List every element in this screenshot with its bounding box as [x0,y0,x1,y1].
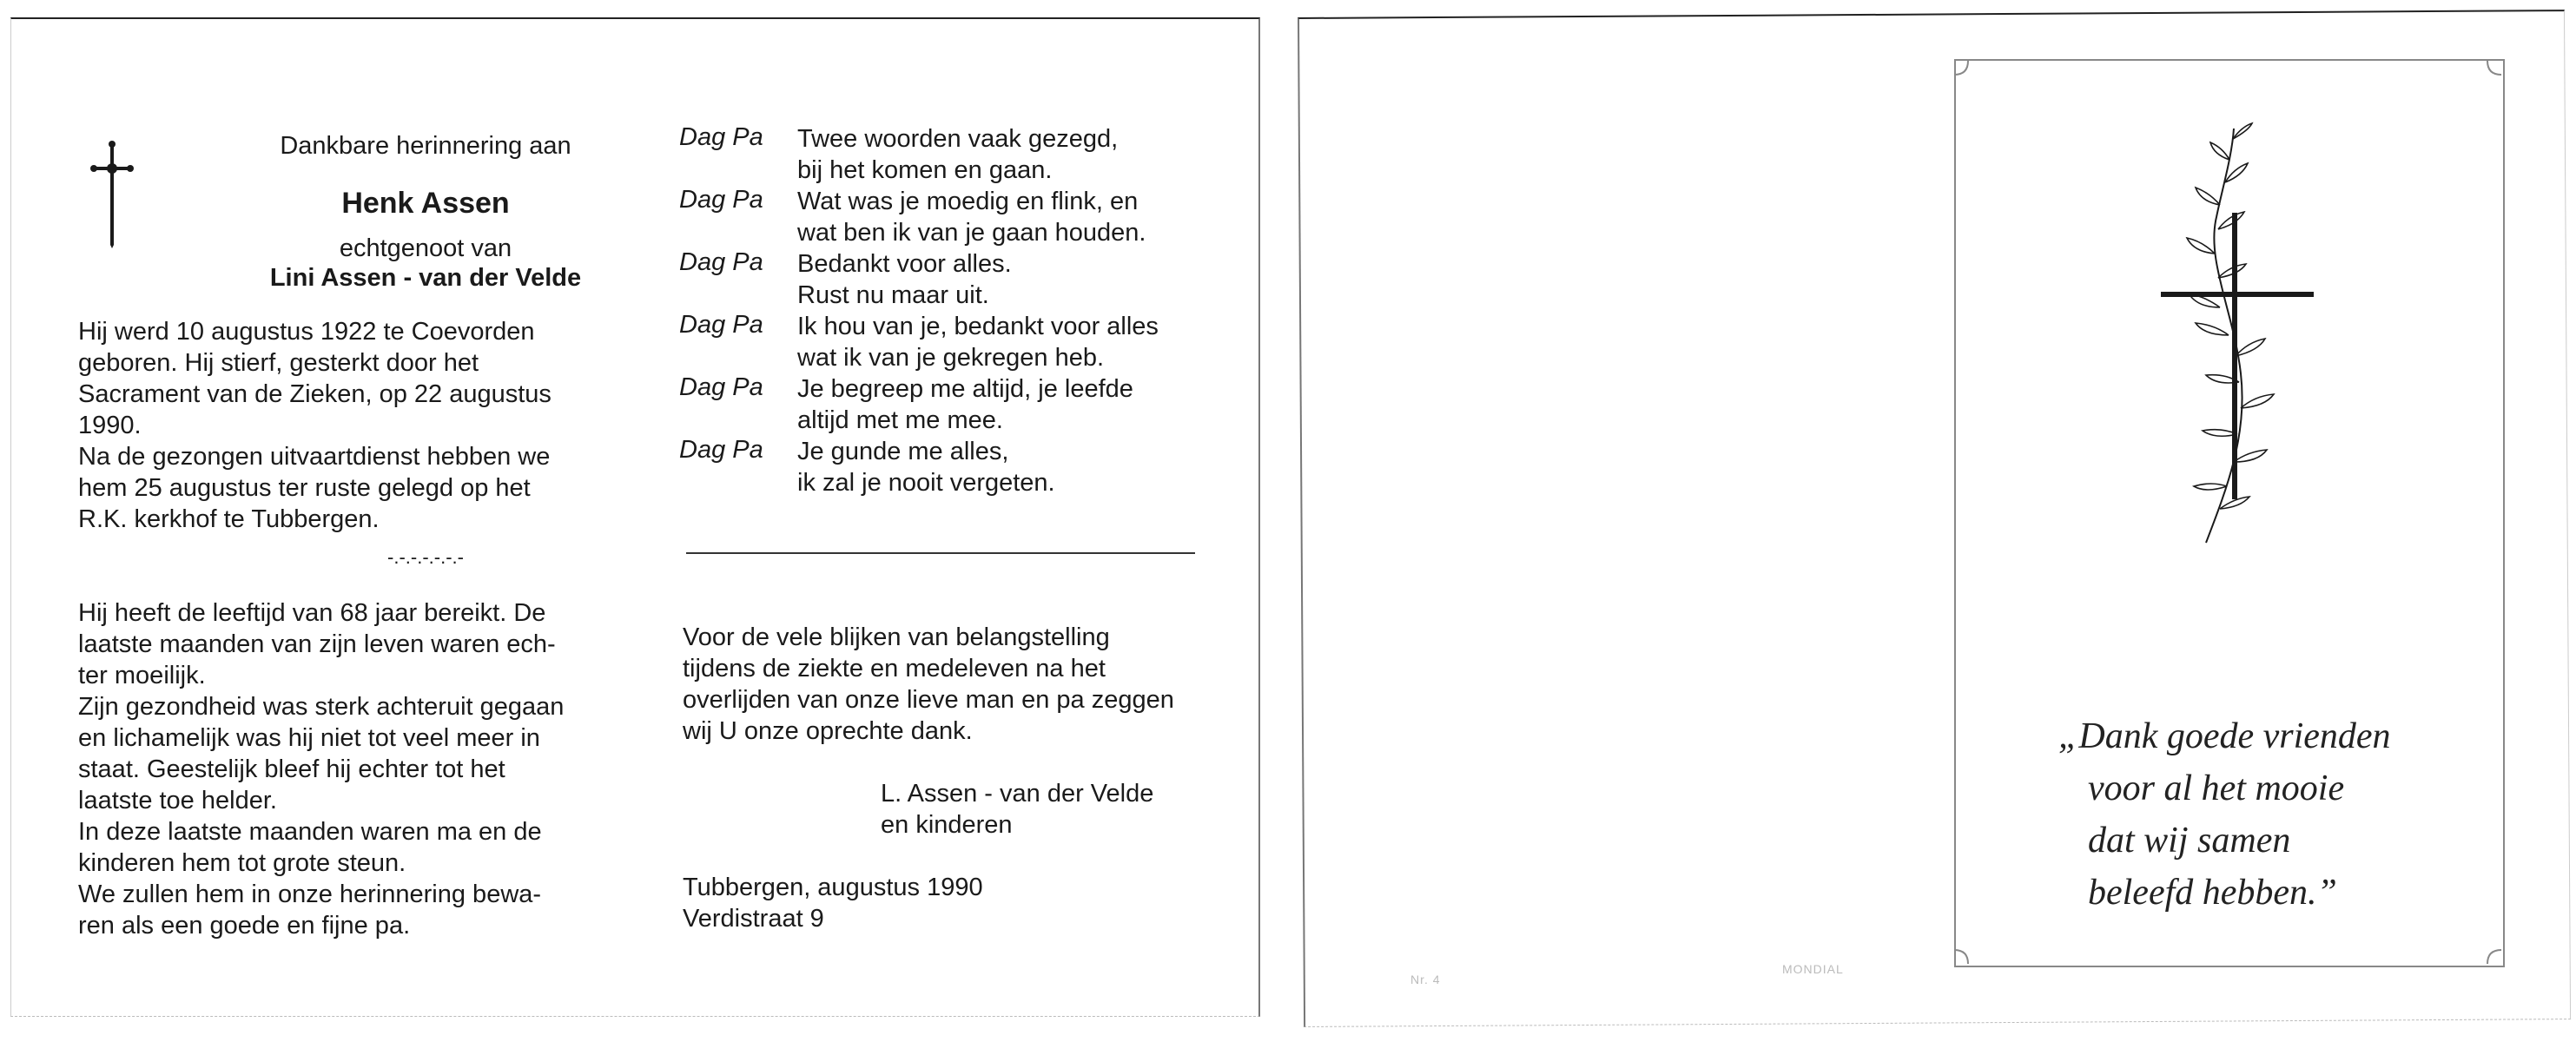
poem-line: wat ben ik van je gaan houden. [797,219,1146,247]
bio-line: Sacrament van de Zieken, op 22 augustus [78,380,552,408]
poem-label: Dag Pa [679,186,763,214]
poem-line: Twee woorden vaak gezegd, [797,125,1119,153]
intro-text: Dankbare herinnering aan [280,132,571,160]
bio-line: Na de gezongen uitvaartdienst hebben we [78,443,551,471]
quote-line: voor al het mooie [2088,768,2345,808]
thanks-line: tijdens de ziekte en medeleven na het [683,655,1106,683]
signature-line: L. Assen - van der Velde [881,780,1154,808]
poem-label: Dag Pa [679,248,763,276]
poem-label: Dag Pa [679,373,763,401]
memory-line: kinderen hem tot grote steun. [78,849,406,877]
poem-label: Dag Pa [679,311,763,339]
bio-line: geboren. Hij stierf, gesterkt door het [78,349,479,377]
poem-line: wat ik van je gekregen heb. [797,344,1105,372]
spouse-name: Lini Assen - van der Velde [269,264,582,292]
poem-label: Dag Pa [679,123,763,151]
memory-line: laatste maanden van zijn leven waren ech- [78,630,556,658]
thanks-line: overlijden van onze lieve man en pa zeggen [683,686,1174,714]
memory-line: ren als een goede en fijne pa. [78,912,411,940]
poem-line: bij het komen en gaan. [797,156,1053,184]
memory-line: We zullen hem in onze herinnering bewa- [78,880,542,908]
separator: -.-.-.-.-.-.- [387,546,464,568]
bio-line: R.K. kerkhof te Tubbergen. [78,505,380,533]
memory-line: Zijn gezondheid was sterk achteruit gegaan [78,693,565,721]
memory-line: In deze laatste maanden waren ma en de [78,818,542,846]
poem-label: Dag Pa [679,436,763,464]
poem-line: Bedankt voor alles. [797,250,1012,278]
memory-line: laatste toe helder. [78,787,277,814]
spouse-label: echtgenoot van [339,234,512,262]
quote-line: beleefd hebben.” [2088,873,2337,913]
printer-mark: MONDIAL [1782,962,1844,976]
bio-line: hem 25 augustus ter ruste gelegd op het [78,474,531,502]
memory-line: staat. Geestelijk bleef hij echter tot het [78,755,505,783]
poem-line: ik zal je nooit vergeten. [797,469,1055,497]
poem-line: Je gunde me alles, [797,438,1009,465]
bio-line: Hij werd 10 augustus 1922 te Coevorden [78,318,535,346]
card-number-mark: Nr. 4 [1410,973,1441,986]
thanks-line: Voor de vele blijken van belangstelling [683,623,1110,651]
poem-line: Ik hou van je, bedankt voor alles [797,313,1159,340]
biography-paragraph [78,316,599,535]
divider-line [686,552,1195,554]
memory-paragraph [78,597,599,941]
poem-line: altijd met me mee. [797,406,1003,434]
thanks-line: wij U onze oprechte dank. [683,717,973,745]
memorial-quote [2058,710,2391,919]
cross-icon [87,139,139,252]
quote-line: dat wij samen [2088,821,2291,861]
cross-with-branch-icon [2145,122,2328,556]
poem-line: Rust nu maar uit. [797,281,989,309]
quote-line: „Dank goede vrienden [2058,716,2391,756]
address: Verdistraat 9 [683,905,824,933]
memory-line: en lichamelijk was hij niet tot veel meer in [78,724,540,752]
bio-line: 1990. [78,412,142,439]
deceased-name: Henk Assen [341,187,510,220]
memory-line: ter moeilijk. [78,662,206,689]
thanks-paragraph [683,622,1204,747]
signature-line: en kinderen [881,811,1013,839]
poem-line: Je begreep me altijd, je leefde [797,375,1133,403]
signature [881,778,1153,841]
place-date: Tubbergen, augustus 1990 [683,874,983,901]
poem-line: Wat was je moedig en flink, en [797,188,1139,215]
memory-line: Hij heeft de leeftijd van 68 jaar bereikt. De [78,599,546,627]
